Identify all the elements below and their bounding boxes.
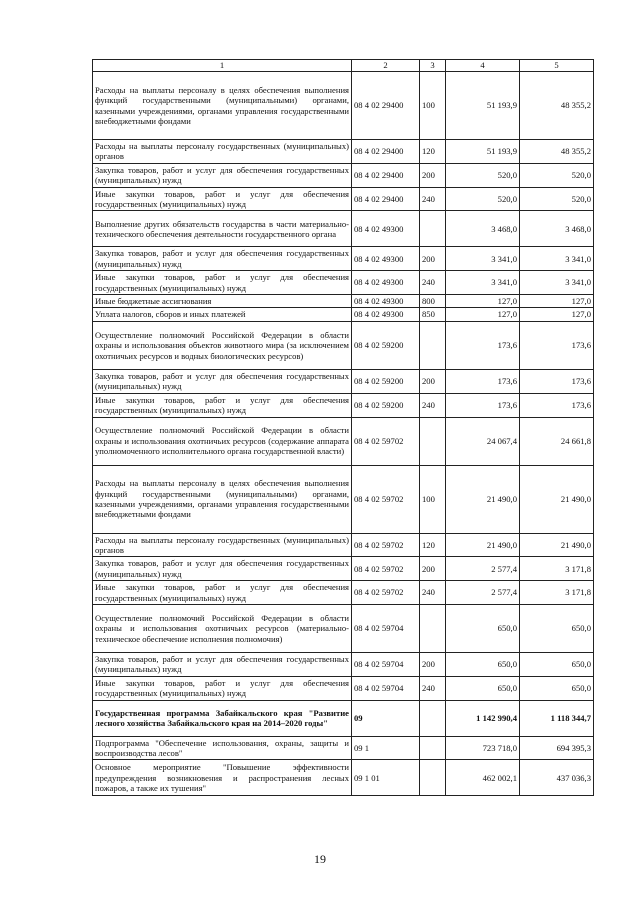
row-sum-1: 127,0: [446, 308, 520, 321]
table-row: [93, 604, 594, 652]
row-sum-1: 173,6: [446, 393, 520, 417]
row-name: Расходы на выплаты персоналу в целях обеспечения выполнения функций государственными (муниципальными) органами, казенными учреждениями, органами управления государственными внебюджетными фондами: [93, 465, 352, 533]
row-sum-2: 650,0: [520, 604, 594, 652]
row-sum-1: 24 067,4: [446, 417, 520, 465]
row-type: [420, 700, 446, 736]
row-name: Закупка товаров, работ и услуг для обеспечения государственных (муниципальных) нужд: [93, 652, 352, 676]
table-row: [93, 652, 594, 676]
row-sum-1: 1 142 990,4: [446, 700, 520, 736]
row-sum-2: 3 171,8: [520, 557, 594, 581]
row-sum-1: 127,0: [446, 295, 520, 308]
row-sum-1: 520,0: [446, 163, 520, 187]
row-name: Подпрограмма "Обеспечение использования, охраны, защиты и воспроизводства лесов": [93, 736, 352, 760]
table-row: [93, 163, 594, 187]
table-row: [93, 700, 594, 736]
row-type: 200: [420, 163, 446, 187]
row-code: 08 4 02 29400: [352, 72, 420, 140]
row-sum-2: 3 171,8: [520, 581, 594, 605]
row-type: [420, 321, 446, 369]
table-row: [93, 676, 594, 700]
row-sum-2: 127,0: [520, 295, 594, 308]
row-name: Основное мероприятие "Повышение эффективности предупреждения возникновения и распространения лесных пожаров, а также их тушения": [93, 760, 352, 796]
row-type: 240: [420, 581, 446, 605]
row-sum-1: 723 718,0: [446, 736, 520, 760]
row-sum-1: 2 577,4: [446, 557, 520, 581]
row-sum-1: 51 193,9: [446, 72, 520, 140]
table-row: [93, 465, 594, 533]
column-header-sum-2: 5: [520, 60, 594, 72]
row-code: 08 4 02 59200: [352, 369, 420, 393]
row-name: Закупка товаров, работ и услуг для обеспечения государственных (муниципальных) нужд: [93, 557, 352, 581]
row-type: 100: [420, 72, 446, 140]
row-sum-2: 21 490,0: [520, 533, 594, 557]
row-sum-1: 3 341,0: [446, 271, 520, 295]
row-name: Иные закупки товаров, работ и услуг для обеспечения государственных (муниципальных) нужд: [93, 393, 352, 417]
row-sum-2: 650,0: [520, 676, 594, 700]
row-sum-2: 173,6: [520, 393, 594, 417]
row-code: 08 4 02 59704: [352, 604, 420, 652]
row-code: 08 4 02 59702: [352, 465, 420, 533]
row-name: Иные закупки товаров, работ и услуг для обеспечения государственных (муниципальных) нужд: [93, 676, 352, 700]
table-row: [93, 369, 594, 393]
row-sum-1: 650,0: [446, 676, 520, 700]
row-name: Осуществление полномочий Российской Федерации в области охраны и использования охотничьих ресурсов (материально-техническое обеспечение исполнения полномочия): [93, 604, 352, 652]
row-name: Расходы на выплаты персоналу государственных (муниципальных) органов: [93, 533, 352, 557]
row-sum-2: 21 490,0: [520, 465, 594, 533]
row-code: 08 4 02 49300: [352, 247, 420, 271]
table-row: [93, 271, 594, 295]
row-type: 240: [420, 393, 446, 417]
row-sum-2: 1 118 344,7: [520, 700, 594, 736]
row-sum-2: 437 036,3: [520, 760, 594, 796]
column-header-type: 3: [420, 60, 446, 72]
row-type: 240: [420, 271, 446, 295]
column-header-name: 1: [93, 60, 352, 72]
row-code: 08 4 02 59704: [352, 652, 420, 676]
row-code: 08 4 02 29400: [352, 187, 420, 211]
column-header-sum-1: 4: [446, 60, 520, 72]
table-row: [93, 417, 594, 465]
row-code: 08 4 02 59702: [352, 557, 420, 581]
row-sum-1: 2 577,4: [446, 581, 520, 605]
row-sum-2: 48 355,2: [520, 140, 594, 164]
row-name: Осуществление полномочий Российской Федерации в области охраны и использования объектов животного мира (за исключением охотничьих ресурсов и водных биологических ресурсов): [93, 321, 352, 369]
row-code: 09 1: [352, 736, 420, 760]
table-row: [93, 321, 594, 369]
row-name: Закупка товаров, работ и услуг для обеспечения государственных (муниципальных) нужд: [93, 163, 352, 187]
table-body: [93, 72, 594, 796]
row-type: 850: [420, 308, 446, 321]
row-name: Закупка товаров, работ и услуг для обеспечения государственных (муниципальных) нужд: [93, 369, 352, 393]
row-type: [420, 736, 446, 760]
row-sum-2: 520,0: [520, 163, 594, 187]
row-sum-1: 173,6: [446, 321, 520, 369]
row-type: 100: [420, 465, 446, 533]
row-type: [420, 417, 446, 465]
row-type: 120: [420, 533, 446, 557]
table-row: [93, 393, 594, 417]
row-sum-2: 24 661,8: [520, 417, 594, 465]
row-type: 800: [420, 295, 446, 308]
row-name: Государственная программа Забайкальского края "Развитие лесного хозяйства Забайкальского края на 2014–2020 годы": [93, 700, 352, 736]
row-name: Иные закупки товаров, работ и услуг для обеспечения государственных (муниципальных) нужд: [93, 271, 352, 295]
row-code: 08 4 02 59702: [352, 417, 420, 465]
row-sum-2: 127,0: [520, 308, 594, 321]
row-sum-2: 173,6: [520, 321, 594, 369]
table-row: [93, 295, 594, 308]
row-code: 08 4 02 59704: [352, 676, 420, 700]
row-sum-1: 3 468,0: [446, 211, 520, 247]
row-name: Расходы на выплаты персоналу государственных (муниципальных) органов: [93, 140, 352, 164]
row-name: Иные закупки товаров, работ и услуг для обеспечения государственных (муниципальных) нужд: [93, 187, 352, 211]
row-type: 120: [420, 140, 446, 164]
row-type: 240: [420, 187, 446, 211]
row-sum-2: 694 395,3: [520, 736, 594, 760]
row-sum-2: 3 341,0: [520, 247, 594, 271]
table-row: [93, 581, 594, 605]
row-code: 08 4 02 59200: [352, 321, 420, 369]
table-row: [93, 72, 594, 140]
row-type: [420, 604, 446, 652]
row-code: 09 1 01: [352, 760, 420, 796]
row-sum-1: 462 002,1: [446, 760, 520, 796]
row-name: Выполнение других обязательств государства в части материально-технического обеспечения деятельности государственного органа: [93, 211, 352, 247]
row-sum-1: 650,0: [446, 604, 520, 652]
header-row: [93, 60, 594, 72]
row-code: 08 4 02 29400: [352, 140, 420, 164]
row-sum-2: 520,0: [520, 187, 594, 211]
table-row: [93, 557, 594, 581]
row-type: [420, 760, 446, 796]
row-sum-1: 51 193,9: [446, 140, 520, 164]
row-name: Иные закупки товаров, работ и услуг для обеспечения государственных (муниципальных) нужд: [93, 581, 352, 605]
row-sum-2: 48 355,2: [520, 72, 594, 140]
table-row: [93, 736, 594, 760]
row-code: 08 4 02 59200: [352, 393, 420, 417]
table-row: [93, 247, 594, 271]
row-sum-1: 3 341,0: [446, 247, 520, 271]
row-name: Расходы на выплаты персоналу в целях обеспечения выполнения функций государственными (муниципальными) органами, казенными учреждениями, органами управления государственными внебюджетными фондами: [93, 72, 352, 140]
row-name: Уплата налогов, сборов и иных платежей: [93, 308, 352, 321]
row-type: 200: [420, 557, 446, 581]
row-sum-2: 3 468,0: [520, 211, 594, 247]
row-name: Осуществление полномочий Российской Федерации в области охраны и использования охотничьих ресурсов (содержание аппарата уполномоченного исполнительного органа государственной власти): [93, 417, 352, 465]
row-type: 200: [420, 652, 446, 676]
table-row: [93, 187, 594, 211]
column-header-code: 2: [352, 60, 420, 72]
table-row: [93, 533, 594, 557]
row-type: 200: [420, 369, 446, 393]
row-sum-1: 520,0: [446, 187, 520, 211]
row-code: 09: [352, 700, 420, 736]
budget-table: [92, 59, 594, 796]
row-code: 08 4 02 59702: [352, 533, 420, 557]
row-code: 08 4 02 49300: [352, 211, 420, 247]
table-row: [93, 760, 594, 796]
page-number: 19: [314, 852, 326, 866]
row-name: Иные бюджетные ассигнования: [93, 295, 352, 308]
row-code: 08 4 02 49300: [352, 308, 420, 321]
row-sum-1: 173,6: [446, 369, 520, 393]
table-row: [93, 211, 594, 247]
row-sum-2: 173,6: [520, 369, 594, 393]
row-name: Закупка товаров, работ и услуг для обеспечения государственных (муниципальных) нужд: [93, 247, 352, 271]
row-code: 08 4 02 59702: [352, 581, 420, 605]
row-sum-1: 21 490,0: [446, 465, 520, 533]
table-row: [93, 140, 594, 164]
row-sum-1: 21 490,0: [446, 533, 520, 557]
row-sum-1: 650,0: [446, 652, 520, 676]
row-sum-2: 650,0: [520, 652, 594, 676]
row-code: 08 4 02 29400: [352, 163, 420, 187]
table-row: [93, 308, 594, 321]
row-code: 08 4 02 49300: [352, 271, 420, 295]
row-type: 240: [420, 676, 446, 700]
row-type: 200: [420, 247, 446, 271]
row-type: [420, 211, 446, 247]
row-code: 08 4 02 49300: [352, 295, 420, 308]
row-sum-2: 3 341,0: [520, 271, 594, 295]
